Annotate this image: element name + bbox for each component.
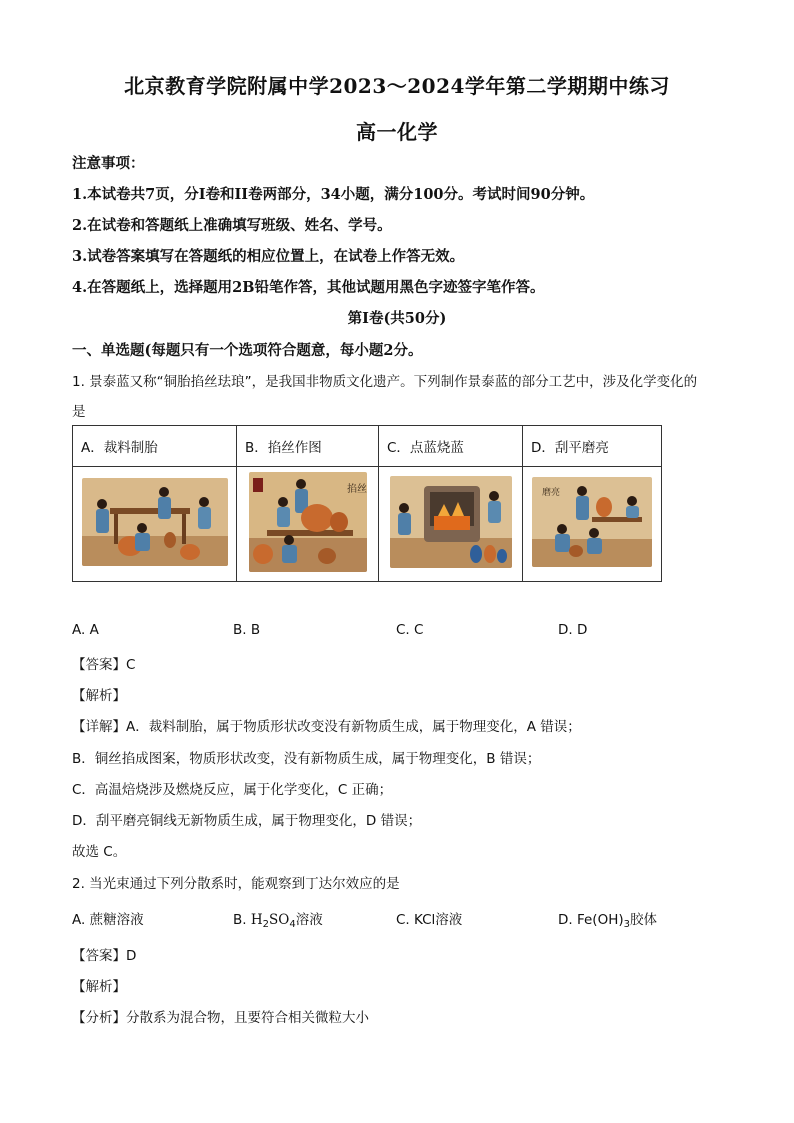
notice-item-4: 4.在答题纸上，选择题用2B铅笔作答，其他试题用黑色字迹签字笔作答。 [72, 279, 545, 296]
notice-item-3: 3.试卷答案填写在答题纸的相应位置上，在试卷上作答无效。 [72, 248, 465, 265]
q2-fenxi: 【分析】分散系为混合物，且要符合相关微粒大小 [72, 1010, 369, 1026]
q1-detail-1: 【详解】A．裁料制胎，属于物质形状改变没有新物质生成，属于物理变化，A 错误； [72, 719, 581, 735]
q2-choice-b-sub4: 4 [289, 919, 296, 930]
q1-answer: 【答案】C [72, 657, 136, 673]
q2-choice-a[interactable]: A. 蔗糖溶液 [72, 912, 144, 928]
q2-choice-b[interactable] [233, 908, 323, 930]
option-a-illustration [82, 478, 228, 566]
notice-heading: 注意事项： [72, 155, 145, 172]
option-d-image-cell [523, 467, 662, 582]
q1-detail-3: C．高温焙烧涉及燃烧反应，属于化学变化，C 正确； [72, 782, 393, 798]
svg-text:磨亮: 磨亮 [542, 488, 561, 498]
q1-options-table [72, 425, 662, 582]
option-c-label: C．点蓝烧蓝 [379, 426, 523, 467]
q2-choice-b-suffix: 溶液 [295, 912, 323, 928]
q1-conclusion: 故选 C。 [72, 844, 127, 860]
option-b-label: B．掐丝作图 [237, 426, 379, 467]
option-a-image-cell [73, 467, 237, 582]
option-d-illustration [532, 477, 652, 567]
option-a-label: A．裁料制胎 [73, 426, 237, 467]
q1-choice-c[interactable]: C. C [396, 622, 424, 638]
q2-choice-d-suffix: 胶体 [630, 912, 657, 928]
q1-choice-b[interactable]: B. B [233, 622, 261, 638]
q2-choice-b-prefix: B. [233, 912, 251, 928]
q2-choice-d-prefix: D. Fe(OH) [558, 912, 624, 928]
q1-choice-d[interactable]: D. D [558, 622, 588, 638]
q2-stem: 2. 当光束通过下列分散系时，能观察到丁达尔效应的是 [72, 876, 400, 892]
q2-choice-b-sub2: 2 [262, 919, 270, 930]
q2-choice-d-sub3: 3 [623, 919, 630, 930]
q1-stem-line2: 是 [72, 404, 86, 420]
option-c-image-cell [379, 467, 523, 582]
q2-analysis-label: 【解析】 [72, 979, 126, 995]
svg-text:掐丝: 掐丝 [346, 484, 367, 495]
q1-stem-line1: 1. 景泰蓝又称“铜胎掐丝珐琅”，是我国非物质文化遗产。下列制作景泰蓝的部分工艺中，涉及化学变化的 [72, 374, 698, 390]
exam-subject: 高一化学 [356, 120, 438, 144]
q1-analysis-label: 【解析】 [72, 688, 126, 704]
q1-detail-2: B．铜丝掐成图案，物质形状改变，没有新物质生成，属于物理变化，B 错误； [72, 751, 541, 767]
q1-detail-4: D．刮平磨亮铜线无新物质生成，属于物理变化，D 错误； [72, 813, 422, 829]
option-c-illustration [390, 476, 512, 568]
q2-answer: 【答案】D [72, 948, 137, 964]
q2-choice-b-h: H [250, 912, 263, 928]
notice-item-2: 2.在试卷和答题纸上准确填写班级、姓名、学号。 [72, 217, 392, 234]
option-d-label: D．刮平磨亮 [523, 426, 662, 467]
exam-title: 北京教育学院附属中学2023～2024学年第二学期期中练习 [124, 74, 670, 98]
q2-choice-b-so: SO [269, 912, 290, 928]
option-b-illustration [249, 472, 367, 572]
notice-item-1: 1.本试卷共7页，分I卷和II卷两部分，34小题，满分100分。考试时间90分钟。 [72, 186, 595, 203]
q2-choice-c[interactable]: C. KCl溶液 [396, 912, 463, 928]
q1-choice-a[interactable]: A. A [72, 622, 99, 638]
volume-heading: 第I卷(共50分) [347, 310, 447, 327]
option-b-image-cell [237, 467, 379, 582]
q2-choice-d[interactable] [558, 908, 657, 930]
section-heading: 一、单选题(每题只有一个选项符合题意，每小题2分。 [72, 342, 423, 359]
